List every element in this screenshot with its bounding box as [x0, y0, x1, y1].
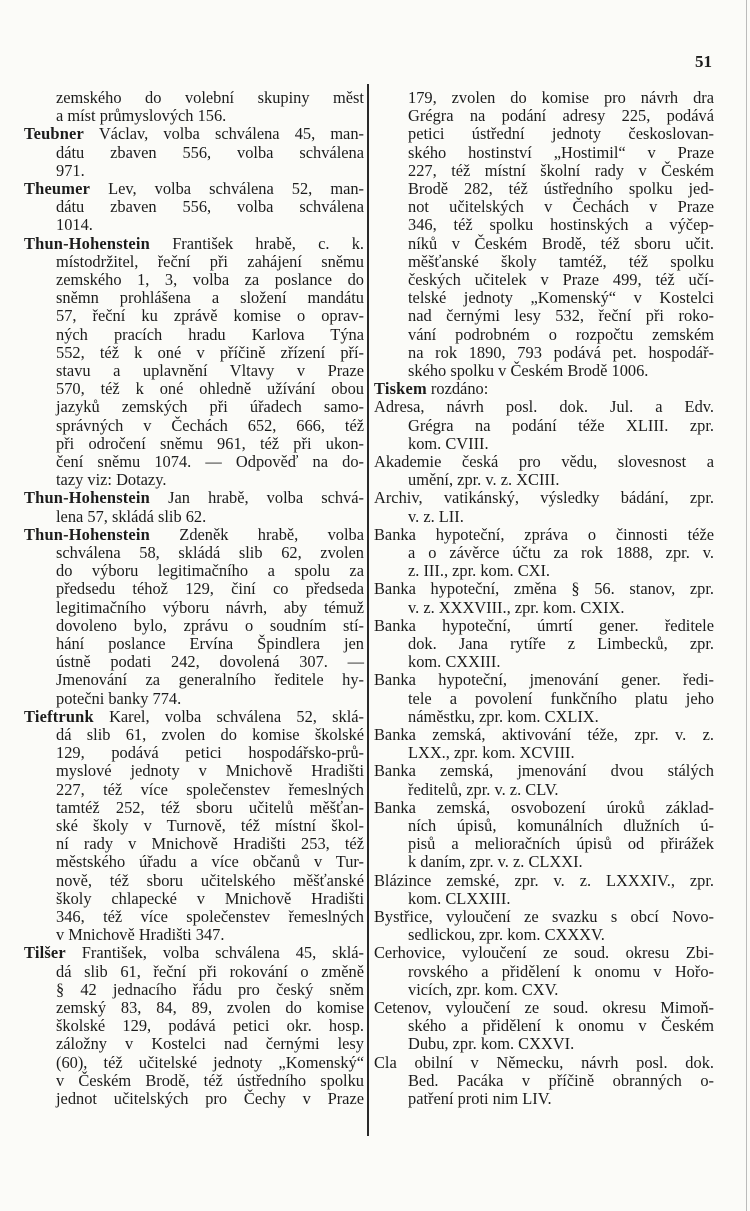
- entry-text: lena 57, skládá slib 62.: [56, 506, 207, 526]
- entry-text: 57, řeční ku zprávě komise o oprav-: [56, 306, 364, 326]
- index-entry-continuation: [408, 1017, 714, 1035]
- entry-text: jednot učitelských pro Čechy v Praze: [56, 1089, 364, 1108]
- entry-text: městského úřadu a více občanů v Tur-: [56, 852, 364, 872]
- entry-text: ského spolku v Českém Brodě 1006.: [408, 361, 649, 380]
- entry-text: k daním, zpr. v. z. CLXXI.: [408, 852, 583, 872]
- index-entry-continuation: [56, 981, 364, 999]
- index-entry-continuation: [408, 781, 714, 799]
- index-entry-continuation: [408, 708, 714, 726]
- entry-text: Bed. Pacáka v příčině obranných o-: [408, 1070, 714, 1090]
- index-entry-line: [374, 762, 714, 780]
- entry-text: vicích, zpr. kom. CXV.: [408, 979, 559, 999]
- index-entry-continuation: [408, 508, 714, 526]
- entry-text: potečni banky 774.: [56, 688, 182, 708]
- index-entry-continuation: [56, 435, 364, 453]
- entry-text: a o závěrce účtu za rok 1888, zpr. v.: [408, 543, 714, 562]
- entry-text: správných v Čechách 652, 666, též: [56, 415, 364, 435]
- index-entry-continuation: [56, 417, 364, 435]
- entry-text: Grégra na podání téže XLIII. zpr.: [408, 415, 714, 435]
- index-entry-continuation: [408, 471, 714, 489]
- index-entry-line: [24, 944, 364, 962]
- index-entry-continuation: [408, 198, 714, 216]
- entry-text: patření proti nim LIV.: [408, 1089, 552, 1108]
- entry-text: František hrabě, c. k.: [149, 233, 364, 253]
- entry-text: 346, též více společenstev řemeslných: [56, 907, 364, 926]
- entry-text: Banka zemská, jmenování dvou stálých: [374, 761, 714, 781]
- index-entry-continuation: [408, 216, 714, 234]
- entry-text: umění, zpr. v. z. XCIII.: [408, 470, 560, 490]
- entry-text: 179, zvolen do komise pro návrh dra: [408, 88, 714, 107]
- entry-text: Banka zemská, aktivování téže, zpr. v. z.: [374, 725, 714, 744]
- entry-text: předsedu téhož 129, činí co předseda: [56, 579, 364, 599]
- entry-text: záložny v Kostelci nad černými lesy: [56, 1034, 364, 1054]
- entry-text: rozdáno:: [426, 379, 489, 399]
- entry-text: českých učitelek v Praze 499, též učí-: [408, 270, 714, 289]
- index-entry-continuation: [408, 344, 714, 362]
- entry-text: dok. Jana rytíře z Limbecků, zpr.: [408, 634, 714, 653]
- entry-text: nově, též sboru učitelského měšťanské: [56, 870, 364, 890]
- entry-text: dátu zbaven 556, volba schválena: [56, 142, 364, 162]
- index-entry-line: [374, 526, 714, 544]
- index-entry-line: [56, 89, 364, 107]
- index-entry-continuation: [408, 963, 714, 981]
- entry-text: telské jednoty „Komenský“ v Kostelci: [408, 288, 714, 308]
- index-entry-continuation: [408, 271, 714, 289]
- index-entry-continuation: [408, 562, 714, 580]
- entry-text: 971.: [56, 160, 85, 180]
- index-entry-continuation: [56, 144, 364, 162]
- index-entry-continuation: [408, 253, 714, 271]
- index-entry-continuation: [56, 216, 364, 234]
- entry-text: ského hostinství „Hostimil“ v Praze: [408, 142, 714, 162]
- entry-text: Blázince zemské, zpr. v. z. LXXXIV., zpr.: [374, 870, 714, 890]
- entry-text: Cerhovice, vyloučení ze soud. okresu Zbi-: [374, 943, 714, 963]
- index-entry-line: [374, 453, 714, 471]
- entry-text: při odročení sněmu 961, též při ukon-: [56, 433, 364, 453]
- index-entry-continuation: [408, 235, 714, 253]
- index-entry-continuation: [56, 853, 364, 871]
- index-entry-continuation: [408, 817, 714, 835]
- entry-text: not učitelských v Čechách v Praze: [408, 197, 714, 217]
- index-entry-continuation: [408, 362, 714, 380]
- index-entry-continuation: [408, 180, 714, 198]
- index-entry-line: [374, 799, 714, 817]
- entry-headword: Tilšer: [24, 943, 66, 963]
- entry-text: 346, též spolku hostinských a výčep-: [408, 215, 714, 235]
- entry-text: Banka hypoteční, jmenování gener. ředi-: [374, 670, 714, 690]
- entry-text: 227, též více společenstev řemeslných: [56, 779, 364, 799]
- entry-text: nad černými lesy 532, řeční při roko-: [408, 306, 714, 326]
- index-entry-continuation: [408, 307, 714, 325]
- page-number: 51: [695, 52, 712, 71]
- index-entry-line: [374, 944, 714, 962]
- index-entry-continuation: [56, 599, 364, 617]
- index-entry-continuation: [56, 544, 364, 562]
- index-entry-continuation: [56, 835, 364, 853]
- entry-text: 1014.: [56, 215, 93, 235]
- index-entry-continuation: [56, 344, 364, 362]
- index-entry-line: [408, 89, 714, 107]
- entry-text: z. III., zpr. kom. CXI.: [408, 561, 551, 581]
- entry-text: ústně podati 242, dovolená 307. —: [56, 652, 364, 672]
- entry-text: v. z. XXXVIII., zpr. kom. CXIX.: [408, 597, 625, 617]
- index-entry-continuation: [56, 1072, 364, 1090]
- index-entry-continuation: [56, 289, 364, 307]
- entry-text: Bystřice, vyloučení ze svazku s obcí Novo-: [374, 907, 714, 926]
- index-entry-continuation: [56, 744, 364, 762]
- index-entry-continuation: [408, 1035, 714, 1053]
- index-entry-continuation: [408, 635, 714, 653]
- entry-text: tazy viz: Dotazy.: [56, 470, 167, 490]
- index-entry-continuation: [408, 890, 714, 908]
- index-entry-continuation: [56, 162, 364, 180]
- entry-text: ředitelů, zpr. v. z. CLV.: [408, 779, 559, 799]
- index-entry-continuation: [56, 580, 364, 598]
- index-entry-line: [374, 999, 714, 1017]
- entry-text: jazyků zemských při úřadech samo-: [56, 397, 364, 417]
- entry-text: vání podrobném o rozpočtu zemském: [408, 324, 714, 344]
- index-entry-continuation: [408, 289, 714, 307]
- index-entry-continuation: [56, 362, 364, 380]
- entry-text: školské 129, podává petici okr. hosp.: [56, 1016, 364, 1036]
- index-entry-line: [24, 125, 364, 143]
- entry-text: kom. CXXIII.: [408, 652, 501, 672]
- entry-text: Cla obilní v Německu, návrh posl. dok.: [374, 1052, 714, 1072]
- entry-text: ních úpisů, komunálních dlužních ú-: [408, 816, 714, 835]
- entry-text: Jan hrabě, volba schvá-: [149, 488, 364, 508]
- entry-text: sněmn prohlášena a složení mandátu: [56, 288, 364, 308]
- entry-text: Dubu, zpr. kom. CXXVI.: [408, 1034, 575, 1054]
- entry-text: tele a povolení funkčního platu jeho: [408, 688, 714, 708]
- entry-text: místodržitel, řeční při zahájení sněmu: [56, 251, 364, 271]
- index-entry-continuation: [56, 890, 364, 908]
- index-entry-continuation: [408, 981, 714, 999]
- index-entry-continuation: [56, 1054, 364, 1072]
- entry-text: školy chlapecké v Mnichově Hradišti: [56, 888, 364, 908]
- index-entry-continuation: [56, 762, 364, 780]
- entry-headword: Thun-Hohenstein: [24, 233, 150, 253]
- entry-text: Cetenov, vyloučení ze soud. okresu Mimoň-: [374, 998, 714, 1017]
- index-entry-continuation: [56, 271, 364, 289]
- index-entry-continuation: [56, 817, 364, 835]
- entry-text: do výboru legitimačního a spolu za: [56, 561, 364, 581]
- index-entry-continuation: [56, 999, 364, 1017]
- index-entry-continuation: [408, 653, 714, 671]
- entry-text: Brodě 282, též ústředního spolku jed-: [408, 179, 714, 198]
- index-entry-line: [24, 708, 364, 726]
- entry-text: pisů a melioračních úpisů od přirážek: [408, 834, 714, 854]
- entry-text: schválena 58, skládá slib 62, zvolen: [56, 543, 364, 562]
- index-entry-continuation: [408, 544, 714, 562]
- page-edge: [746, 0, 747, 1211]
- entry-text: § 42 jednacího řádu pro český sněm: [56, 979, 364, 999]
- entry-text: Banka zemská, osvobození úroků základ-: [374, 797, 714, 817]
- entry-text: zemského 1, 3, volba za poslance do: [56, 270, 364, 289]
- index-entry-continuation: [408, 835, 714, 853]
- column-divider: [367, 84, 369, 1136]
- entry-text: Jmenování za generalního ředitele hy-: [56, 670, 364, 690]
- entry-text: sedlickou, zpr. kom. CXXXV.: [408, 925, 605, 945]
- index-entry-continuation: [56, 1017, 364, 1035]
- index-entry-continuation: [408, 853, 714, 871]
- entry-text: níků v Českém Brodě, též sboru učit.: [408, 233, 714, 253]
- index-entry-continuation: [56, 671, 364, 689]
- index-entry-line: [374, 726, 714, 744]
- entry-text: František, volba schválena 45, sklá-: [65, 943, 364, 963]
- index-entry-continuation: [56, 398, 364, 416]
- entry-headword: Teubner: [24, 124, 84, 144]
- entry-text: Banka hypoteční, změna § 56. stanov, zpr.: [374, 579, 714, 599]
- index-entry-line: [374, 872, 714, 890]
- index-entry-continuation: [56, 471, 364, 489]
- entry-text: dá slib 61, zvolen do komise školské: [56, 725, 364, 744]
- entry-text: v Českém Brodě, též ústředního spolku: [56, 1070, 364, 1090]
- index-entry-continuation: [56, 253, 364, 271]
- entry-headword: Theumer: [24, 179, 91, 198]
- entry-text: kom. CVIII.: [408, 433, 489, 453]
- entry-text: 129, podává petici hospodářsko-prů-: [56, 743, 364, 763]
- index-entry-continuation: [56, 653, 364, 671]
- entry-text: (60), též učitelské jednoty „Komenský“: [56, 1052, 364, 1072]
- entry-text: rovského a přidělení k onomu v Hořo-: [408, 961, 714, 981]
- entry-text: ných pracích hradu Karlova Týna: [56, 324, 364, 344]
- entry-text: zemského do volební skupiny měst: [56, 88, 364, 107]
- entry-text: v Mnichově Hradišti 347.: [56, 925, 225, 945]
- entry-text: měšťanské školy tamtéž, též spolku: [408, 251, 714, 271]
- index-entry-continuation: [408, 599, 714, 617]
- entry-text: Akademie česká pro vědu, slovesnost a: [374, 452, 714, 471]
- index-entry-line: [374, 398, 714, 416]
- entry-headword: Thun-Hohenstein: [24, 524, 150, 544]
- index-entry-continuation: [56, 690, 364, 708]
- index-entry-line: [374, 617, 714, 635]
- index-entry-continuation: [56, 726, 364, 744]
- entry-text: čení sněmu 1074. — Odpověď na do-: [56, 452, 364, 471]
- index-entry-continuation: [408, 1090, 714, 1108]
- index-entry-continuation: [56, 1035, 364, 1053]
- index-entry-continuation: [408, 417, 714, 435]
- index-entry-continuation: [56, 908, 364, 926]
- index-entry-continuation: [56, 453, 364, 471]
- index-entry-continuation: [408, 144, 714, 162]
- index-entry-continuation: [56, 562, 364, 580]
- entry-text: myslové jednoty v Mnichově Hradišti: [56, 761, 364, 781]
- index-entry-continuation: [56, 781, 364, 799]
- index-entry-continuation: [56, 872, 364, 890]
- entry-text: náměstku, zpr. kom. CXLIX.: [408, 706, 599, 726]
- index-entry-line: [374, 908, 714, 926]
- index-entry-continuation: [56, 1090, 364, 1108]
- entry-text: ského a přidělení k onomu v Českém: [408, 1016, 714, 1036]
- index-entry-continuation: [56, 799, 364, 817]
- index-entry-continuation: [408, 926, 714, 944]
- index-entry-line: [374, 380, 714, 398]
- index-entry-continuation: [408, 690, 714, 708]
- entry-text: Adresa, návrh posl. dok. Jul. a Edv.: [374, 397, 714, 417]
- entry-text: Václav, volba schválena 45, man-: [84, 124, 364, 144]
- entry-text: Karel, volba schválena 52, sklá-: [93, 706, 364, 726]
- index-entry-continuation: [408, 744, 714, 762]
- index-entry-line: [374, 1054, 714, 1072]
- index-entry-continuation: [56, 617, 364, 635]
- entry-text: 227, též místní školní rady v Českém: [408, 160, 714, 180]
- entry-text: dovoleno bylo, zprávu o soudním stí-: [56, 615, 364, 635]
- entry-text: v. z. LII.: [408, 506, 464, 526]
- entry-text: Banka hypoteční, úmrtí gener. ředitele: [374, 615, 714, 635]
- index-entry-continuation: [56, 307, 364, 325]
- index-entry-continuation: [56, 963, 364, 981]
- entry-text: ní rady v Mnichově Hradišti 253, též: [56, 834, 364, 854]
- index-entry-line: [374, 489, 714, 507]
- index-entry-continuation: [408, 1072, 714, 1090]
- entry-text: Zdeněk hrabě, volba: [149, 524, 364, 544]
- entry-text: hání poslance Ervína Špindlera jen: [56, 634, 364, 653]
- entry-text: ské školy v Turnově, též místní škol-: [56, 816, 364, 835]
- index-entry-continuation: [56, 198, 364, 216]
- index-entry-continuation: [408, 326, 714, 344]
- index-entry-line: [374, 580, 714, 598]
- entry-text: stavu a uplavnění Vltavy v Praze: [56, 361, 364, 380]
- index-entry-continuation: [56, 508, 364, 526]
- index-entry-line: [24, 526, 364, 544]
- entry-headword: Thun-Hohenstein: [24, 488, 150, 508]
- entry-text: legitimačního výboru návrh, aby témuž: [56, 597, 364, 617]
- entry-text: dá slib 61, řeční při rokování o změně: [56, 961, 364, 981]
- entry-text: zemský 83, 84, 89, zvolen do komise: [56, 998, 364, 1017]
- index-entry-line: [374, 671, 714, 689]
- entry-headword: Tieftrunk: [24, 706, 94, 726]
- entry-text: tamtéž 252, též sboru učitelů měšťan-: [56, 797, 364, 817]
- index-entry-continuation: [56, 635, 364, 653]
- entry-text: a míst průmyslových 156.: [56, 106, 227, 126]
- entry-text: LXX., zpr. kom. XCVIII.: [408, 743, 575, 763]
- index-entry-continuation: [408, 125, 714, 143]
- entry-text: na rok 1890, 793 podává pet. hospodář-: [408, 342, 714, 362]
- entry-text: Banka hypoteční, zpráva o činnosti téže: [374, 524, 714, 544]
- index-entry-line: [24, 180, 364, 198]
- entry-text: Grégra na podání adresy 225, podává: [408, 106, 714, 126]
- entry-text: dátu zbaven 556, volba schválena: [56, 197, 364, 217]
- index-entry-continuation: [56, 380, 364, 398]
- entry-headword: Tiskem: [374, 379, 427, 399]
- index-entry-continuation: [408, 162, 714, 180]
- entry-text: kom. CLXXIII.: [408, 888, 511, 908]
- entry-text: Lev, volba schválena 52, man-: [90, 179, 364, 198]
- entry-text: Archiv, vatikánský, výsledky bádání, zpr.: [374, 488, 714, 508]
- entry-text: 552, též k oné v příčině zřízení pří-: [56, 342, 364, 362]
- index-entry-continuation: [408, 435, 714, 453]
- index-entry-continuation: [56, 926, 364, 944]
- index-entry-continuation: [56, 107, 364, 125]
- index-entry-continuation: [408, 107, 714, 125]
- index-entry-continuation: [56, 326, 364, 344]
- entry-text: petici ústřední jednoty českoslovan-: [408, 124, 714, 144]
- entry-text: 570, též k oné ohledně užívání obou: [56, 379, 364, 399]
- index-entry-line: [24, 489, 364, 507]
- index-entry-line: [24, 235, 364, 253]
